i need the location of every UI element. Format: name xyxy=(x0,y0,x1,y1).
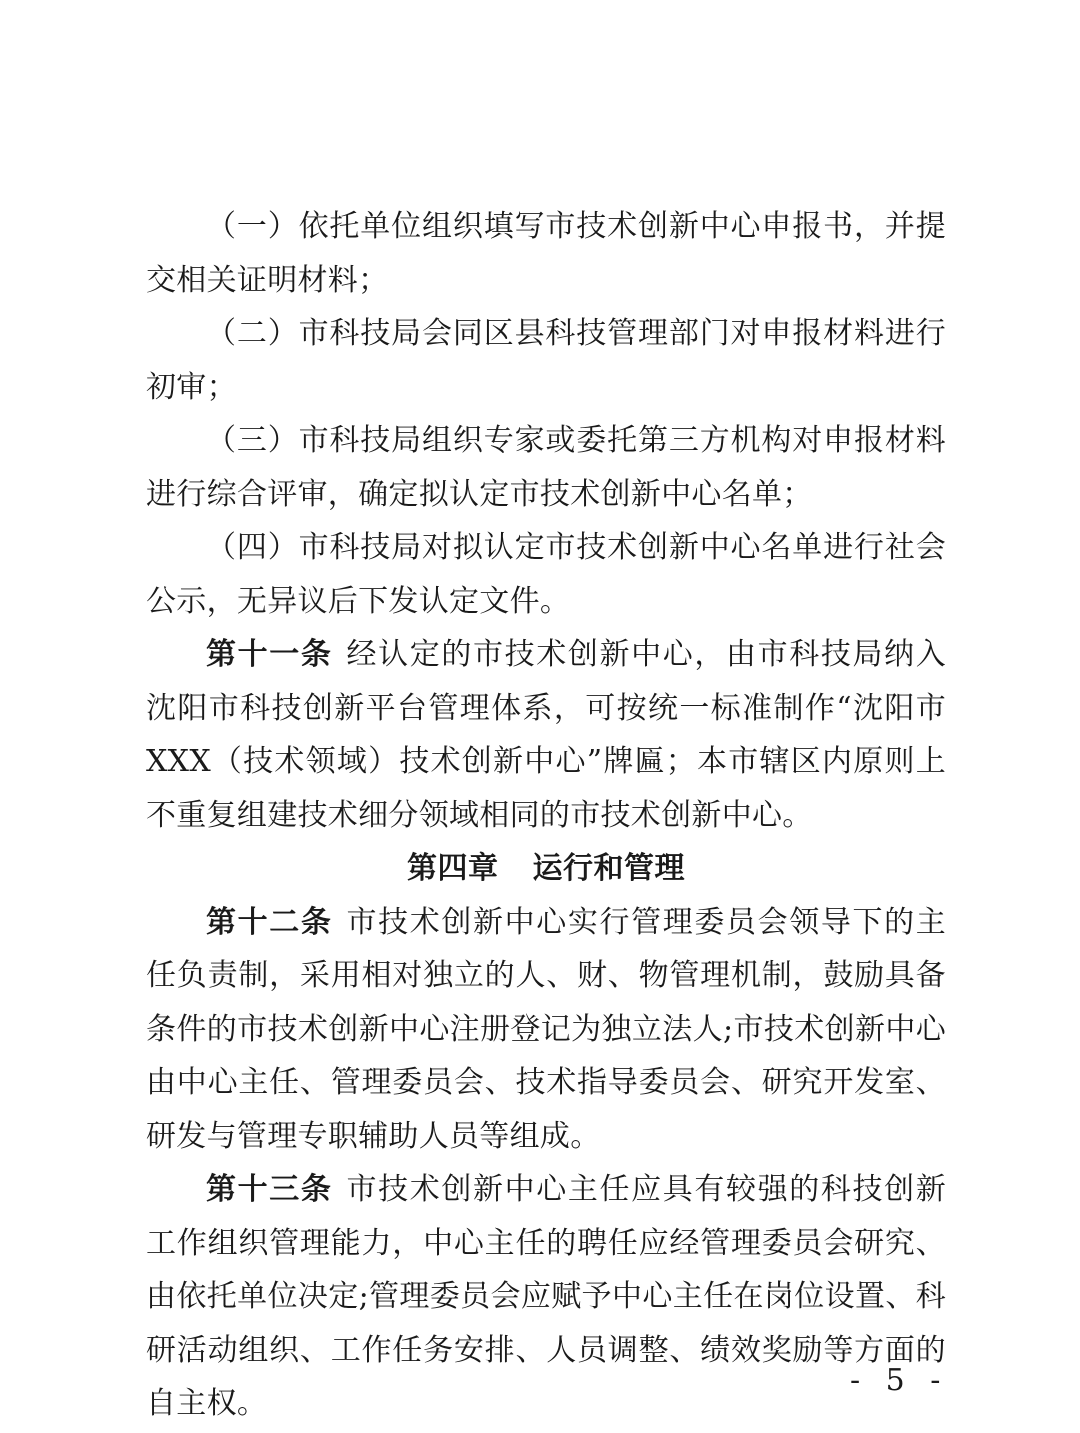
list-item-1: （一）依托单位组织填写市技术创新中心申报书，并提交相关证明材料； xyxy=(146,209,946,298)
article-11 xyxy=(146,628,946,842)
article-12-label: 第十二条 xyxy=(206,904,333,940)
article-13 xyxy=(146,1163,949,1431)
article-11-text: 经认定的市技术创新中心，由市科技局纳入沈阳市科技创新平台管理体系，可按统一标准制作“沈阳市XXX（技术领域）技术创新中心”牌匾；本市辖区内原则上不重复组建技术细分领域相同的市技术创新中心。 xyxy=(146,637,947,833)
page-number: - 5 - xyxy=(850,1363,949,1398)
list-item-4: （四）市科技局对拟认定市技术创新中心名单进行社会公示，无异议后下发认定文件。 xyxy=(146,530,946,619)
article-13-label: 第十三条 xyxy=(206,1172,333,1207)
article-12-text: 市技术创新中心实行管理委员会领导下的主任负责制，采用相对独立的人、财、物管理机制，鼓励具备条件的市技术创新中心注册登记为独立法人;市技术创新中心由中心主任、管理委员会、技术指导委员会、研究开发室、研发与管理专职辅助人员等组成。 xyxy=(146,904,947,1154)
list-item-2: （二）市科技局会同区县科技管理部门对申报材料进行初审； xyxy=(146,316,946,405)
chapter-heading xyxy=(146,842,946,896)
chapter-number: 第四章 xyxy=(407,851,499,886)
article-12 xyxy=(146,896,946,1164)
document-body xyxy=(146,200,949,1431)
article-11-label: 第十一条 xyxy=(206,637,333,672)
article-13-text: 市技术创新中心主任应具有较强的科技创新工作组织管理能力，中心主任的聘任应经管理委员会研究、由依托单位决定;管理委员会应赋予中心主任在岗位设置、科研活动组织、工作任务安排、人员调整、绩效奖励等方面的自主权。 xyxy=(146,1172,947,1421)
chapter-title: 运行和管理 xyxy=(532,851,685,886)
list-item-3: （三）市科技局组织专家或委托第三方机构对申报材料进行综合评审，确定拟认定市技术创新中心名单； xyxy=(146,423,946,512)
